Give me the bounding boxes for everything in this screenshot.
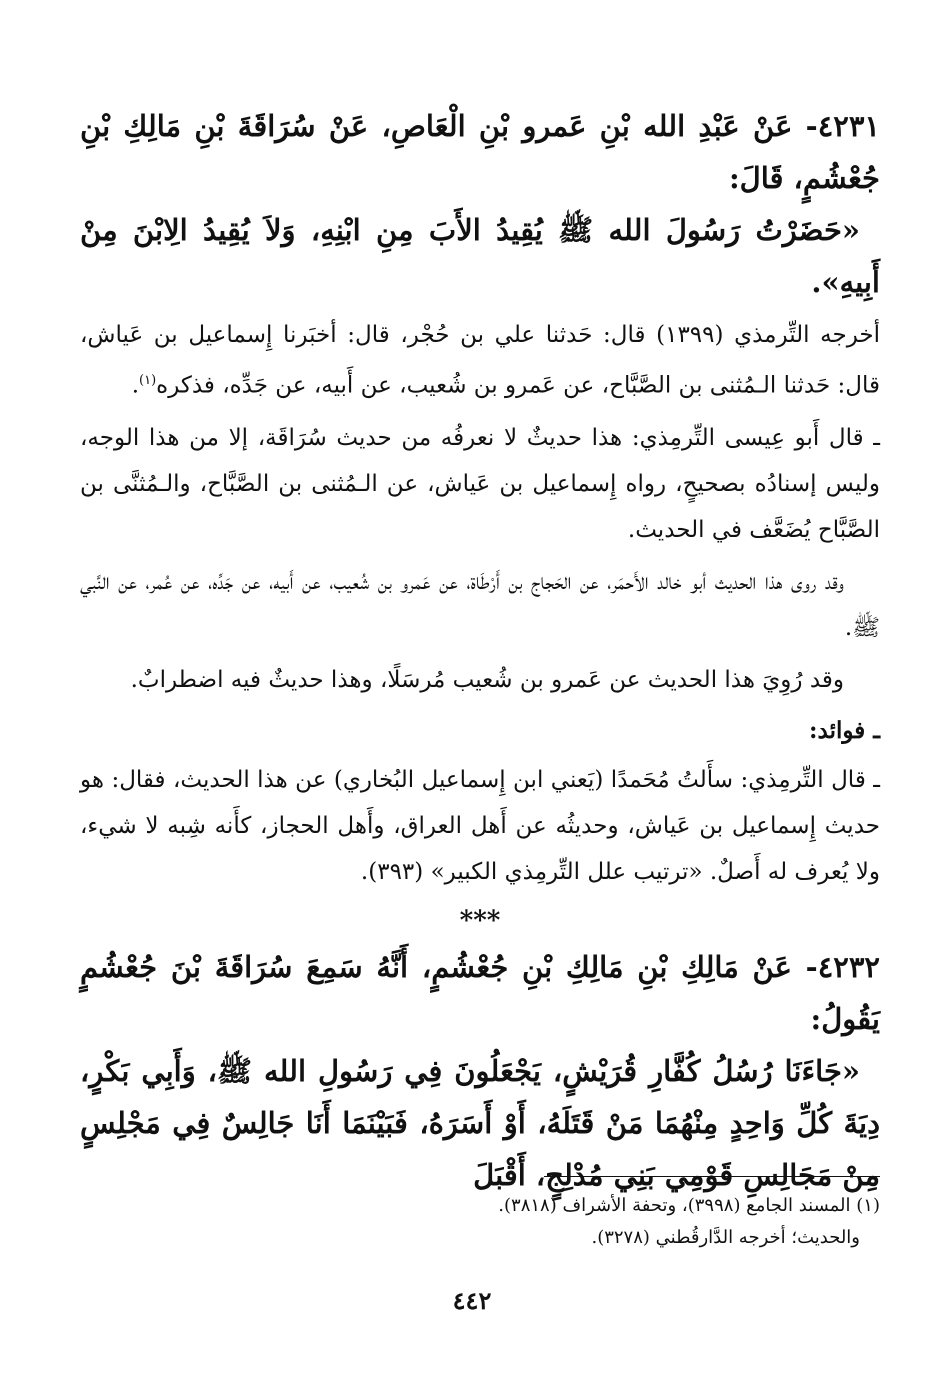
- alternate-chain-note: وقد روى هذا الحديث أبو خالد الأَحمَر، عن الحَجاج بن أَرْطَاة، عن عَمرو بن شُعيب، عن أَبيه، عن جَدِّه، عن عُمر، عن النَّبي ﷺ.: [80, 568, 880, 641]
- footnote-reference: (١): [139, 373, 157, 388]
- mursal-note: وقد رُوِيَ هذا الحديث عن عَمرو بن شُعيب مُرسَلًا، وهذا حديثٌ فيه اضطرابٌ.: [130, 666, 844, 693]
- fawaid-heading: ـ فوائد:: [809, 716, 880, 744]
- hadith-4232-text: «جَاءَنَا رُسُلُ كُفَّارِ قُرَيْشٍ، يَجْعَلُونَ فِي رَسُولِ الله ﷺ، وَأَبِي بَكْرٍ، دِيَةَ كُلِّ وَاحِدٍ مِنْهُمَا مَنْ قَتَلَهُ، أَوْ أَسَرَهُ، فَبَيْنَمَا أَنَا جَالِسٌ فِي مَجْلِسٍ مِنْ مَجَالِسِ قَوْمِي بَنِي مُدْلِجٍ، أَقْبَلَ: [80, 1053, 880, 1192]
- section-separator: ***: [459, 905, 501, 936]
- footnote-1-line-1: (١) المسند الجامع (٣٩٩٨)، وتحفة الأشراف (٣٨١٨).: [498, 1195, 880, 1216]
- fawaid-text: ـ قال التِّرمِذي: سأَلتُ مُحَمدًا (يَعني ابن إِسماعيل البُخاري) عن هذا الحديث، فقال: هو حديث إِسماعيل بن عَياش، وحديثُه عن أَهل العراق، وأَهل الحجاز، كأَنه شِبه لا شيء، ولا يُعرف له أَصلٌ. «ترتيب علل التِّرمِذي الكبير» (٣٩٣).: [80, 766, 880, 885]
- footnote-divider: [544, 1176, 880, 1177]
- footnote-1-line-2: والحديث؛ أخرجه الدَّارقُطني (٣٢٧٨).: [591, 1227, 860, 1248]
- hadith-4231-heading: ٤٢٣١- عَنْ عَبْدِ الله بْنِ عَمرو بْنِ الْعَاصِ، عَنْ سُرَاقَةَ بْنِ مَالِكِ بْنِ جُعْشُمٍ، قَالَ:: [80, 109, 880, 195]
- hadith-4231-takhrij: أخرجه التِّرمذي (١٣٩٩) قال: حَدثنا علي بن حُجْر، قال: أخبَرنا إِسماعيل بن عَياش، قال: حَدثنا الـمُثنى بن الصَّبَّاح، عن عَمرو بن شُعيب، عن أَبيه، عن جَدِّه، فذكره$^{(١)}$.: [80, 322, 880, 399]
- hadith-4232-heading: ٤٢٣٢- عَنْ مَالِكِ بْنِ مَالِكِ بْنِ جُعْشُمٍ، أَنَّهُ سَمِعَ سُرَاقَةَ بْنَ جُعْشُمٍ يَقُولُ:: [80, 949, 880, 1036]
- footnotes: [80, 1190, 880, 1254]
- takhrij-text: أخرجه التِّرمذي (١٣٩٩) قال: حَدثنا علي بن حُجْر، قال: أخبَرنا إِسماعيل بن عَياش، قال: حَدثنا الـمُثنى بن الصَّبَّاح، عن عَمرو بن شُعيب، عن أَبيه، عن جَدِّه، فذكره: [80, 322, 880, 399]
- page-body: [80, 100, 880, 1205]
- hadith-4231-text: «حَضَرْتُ رَسُولَ الله ﷺ يُقِيدُ الأَبَ مِنِ ابْنِهِ، وَلاَ يُقِيدُ الِابْنَ مِنْ أَبِيهِ».: [80, 213, 880, 299]
- tirmidhi-comment: ـ قال أَبو عِيسى التِّرمِذي: هذا حديثٌ لا نعرفُه من حديث سُرَاقَة، إلا من هذا الوجه، وليس إسنادُه بصحيحٍ، رواه إِسماعيل بن عَياش، عن الـمُثنى بن الصَّبَّاح، والـمُثنَّى بن الصَّبَّاح يُضَعَّف في الحديث.: [80, 424, 880, 543]
- page-number: ٤٤٢: [452, 1286, 492, 1315]
